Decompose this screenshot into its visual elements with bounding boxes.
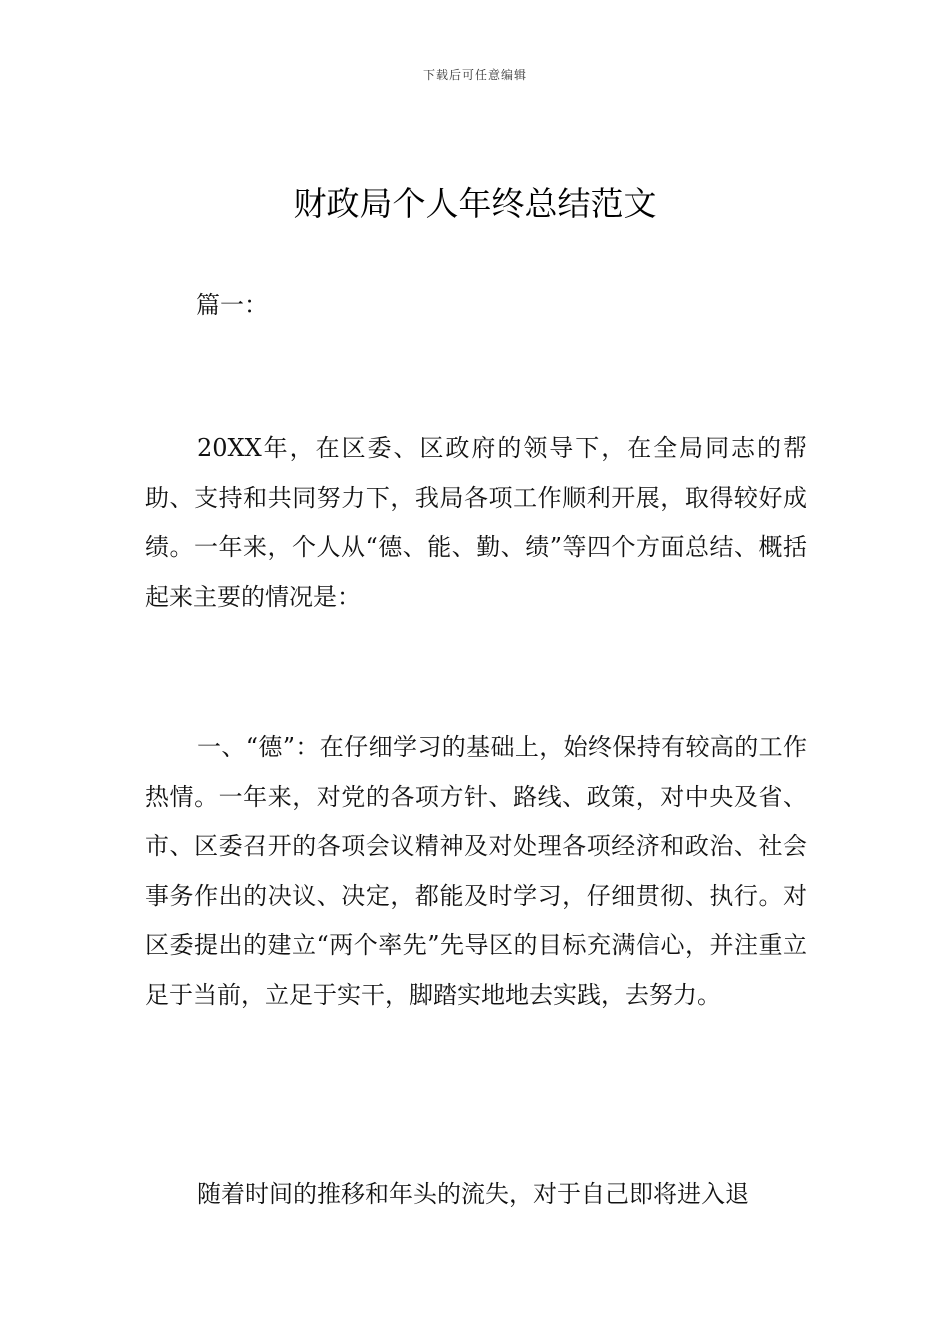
header-note: 下载后可任意编辑	[422, 68, 527, 82]
section-label: 篇一：	[196, 291, 268, 319]
paragraph-virtue: 一、“德”：在仔细学习的基础上，始终保持有较高的工作热情。一年来，对党的各项方针、路线、政策，对中央及省、市、区委召开的各项会议精神及对处理各项经济和政治、社会事务作出的决议、决定，都能及时学习，仔细贯彻、执行。对区委提出的建立“两个率先”先导区的目标充满信心，并注重立足于当前，立足于实干，脚踏实地地去实践，去努力。	[145, 733, 807, 1009]
paragraph-retirement: 随着时间的推移和年头的流失，对于自己即将进入退	[197, 1180, 749, 1208]
document-title: 财政局个人年终总结范文	[293, 184, 657, 223]
paragraph-intro: 20XX年，在区委、区政府的领导下，在全局同志的帮助、支持和共同努力下，我局各项工作顺利开展，取得较好成绩。一年来，个人从“德、能、勤、绩”等四个方面总结、概括起来主要的情况是：	[145, 434, 807, 611]
